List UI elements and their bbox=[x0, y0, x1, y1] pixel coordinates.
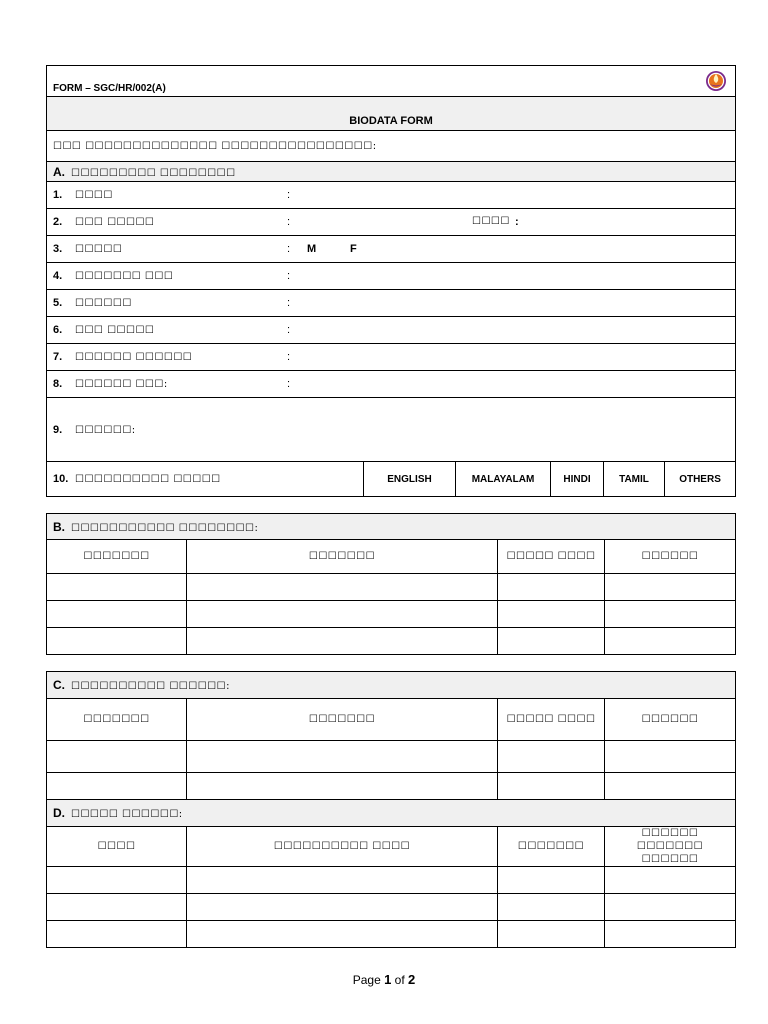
section-d-letter: D. bbox=[53, 806, 65, 820]
field-number: 7. bbox=[53, 351, 63, 363]
field-label: ☐☐☐☐☐☐ ☐☐☐: bbox=[75, 379, 168, 390]
field-number: 9. bbox=[53, 423, 63, 436]
field-colon: : bbox=[287, 324, 291, 336]
field-number: 4. bbox=[53, 270, 63, 282]
languages-label-cell bbox=[47, 462, 364, 497]
biodata-main-table bbox=[46, 65, 736, 497]
field-colon: : bbox=[287, 297, 291, 309]
field-number: 2. bbox=[53, 216, 63, 228]
organization-logo-icon bbox=[705, 70, 727, 92]
section-b-table bbox=[46, 513, 736, 655]
form-code: FORM – SGC/HR/002(A) bbox=[53, 83, 166, 94]
table-cell[interactable] bbox=[498, 921, 605, 948]
page-word: Page bbox=[352, 973, 381, 987]
field-number: 5. bbox=[53, 297, 63, 309]
column-header: ☐☐☐☐☐ ☐☐☐☐ bbox=[498, 699, 605, 741]
form-title: BIODATA FORM bbox=[47, 97, 736, 131]
table-cell[interactable] bbox=[605, 773, 736, 800]
table-cell[interactable] bbox=[498, 574, 605, 601]
field-label: ☐☐☐☐☐☐: bbox=[75, 424, 136, 436]
table-cell[interactable] bbox=[47, 601, 187, 628]
field-number: 10. bbox=[53, 473, 69, 485]
field-extra-label: ☐☐☐☐ bbox=[472, 216, 510, 227]
table-cell[interactable] bbox=[47, 921, 187, 948]
field-number: 1. bbox=[53, 189, 63, 201]
field-colon: : bbox=[287, 216, 291, 228]
section-c-letter: C. bbox=[53, 678, 65, 692]
field-number: 3. bbox=[53, 243, 63, 255]
table-cell[interactable] bbox=[605, 628, 736, 655]
table-row bbox=[47, 601, 736, 628]
language-option-tamil[interactable]: TAMIL bbox=[604, 462, 665, 497]
table-cell[interactable] bbox=[605, 894, 736, 921]
column-header: ☐☐☐☐☐☐ bbox=[605, 540, 736, 574]
table-row bbox=[47, 867, 736, 894]
column-header: ☐☐☐☐ bbox=[47, 827, 187, 867]
section-b-header bbox=[47, 514, 736, 540]
field-extra-colon: : bbox=[515, 216, 519, 228]
field-label: ☐☐☐☐☐ bbox=[75, 244, 123, 255]
page-total: 2 bbox=[408, 972, 416, 987]
column-header: ☐☐☐☐☐☐ ☐☐☐☐☐☐☐ ☐☐☐☐☐☐ bbox=[605, 827, 736, 867]
section-c-title: ☐☐☐☐☐☐☐☐☐☐ ☐☐☐☐☐☐: bbox=[71, 681, 230, 692]
table-cell[interactable] bbox=[47, 867, 187, 894]
field-row-5[interactable] bbox=[47, 290, 736, 317]
table-cell[interactable] bbox=[498, 867, 605, 894]
field-label: ☐☐☐ ☐☐☐☐☐ bbox=[75, 325, 155, 336]
table-row bbox=[47, 741, 736, 773]
language-option-malayalam[interactable]: MALAYALAM bbox=[456, 462, 551, 497]
field-colon: : bbox=[287, 378, 291, 390]
field-row-1[interactable] bbox=[47, 182, 736, 209]
section-b-title: ☐☐☐☐☐☐☐☐☐☐☐ ☐☐☐☐☐☐☐☐: bbox=[71, 522, 259, 534]
column-header: ☐☐☐☐☐☐☐ bbox=[187, 699, 498, 741]
column-header: ☐☐☐☐☐☐☐ bbox=[187, 540, 498, 574]
table-cell[interactable] bbox=[498, 601, 605, 628]
language-option-english[interactable]: ENGLISH bbox=[364, 462, 456, 497]
table-row bbox=[47, 574, 736, 601]
field-colon: : bbox=[287, 243, 291, 255]
table-cell[interactable] bbox=[605, 921, 736, 948]
option-male[interactable]: M bbox=[307, 243, 317, 255]
table-cell[interactable] bbox=[498, 741, 605, 773]
field-row-7[interactable] bbox=[47, 344, 736, 371]
field-label: ☐☐☐☐☐☐ ☐☐☐☐☐☐ bbox=[75, 352, 193, 363]
form-code-cell bbox=[47, 66, 736, 97]
field-row-8[interactable] bbox=[47, 371, 736, 398]
table-cell[interactable] bbox=[187, 601, 498, 628]
table-cell[interactable] bbox=[47, 894, 187, 921]
table-cell[interactable] bbox=[498, 628, 605, 655]
field-colon: : bbox=[287, 189, 291, 201]
field-label: ☐☐☐☐ bbox=[75, 190, 113, 201]
section-b-letter: B. bbox=[53, 519, 65, 534]
field-row-4[interactable] bbox=[47, 263, 736, 290]
table-cell[interactable] bbox=[187, 921, 498, 948]
table-cell[interactable] bbox=[47, 773, 187, 800]
column-header: ☐☐☐☐☐☐☐ bbox=[47, 540, 187, 574]
column-header: ☐☐☐☐☐☐☐ bbox=[47, 699, 187, 741]
column-header: ☐☐☐☐☐☐☐ bbox=[498, 827, 605, 867]
section-a-title: ☐☐☐☐☐☐☐☐☐ ☐☐☐☐☐☐☐☐ bbox=[71, 167, 236, 179]
field-number: 8. bbox=[53, 378, 63, 390]
page-current: 1 bbox=[384, 972, 392, 987]
table-cell[interactable] bbox=[187, 894, 498, 921]
table-row bbox=[47, 628, 736, 655]
section-c-d-table bbox=[46, 671, 736, 948]
field-row-6[interactable] bbox=[47, 317, 736, 344]
field-row-9[interactable] bbox=[47, 398, 736, 462]
table-cell[interactable] bbox=[187, 741, 498, 773]
section-a-header bbox=[47, 162, 736, 182]
table-cell[interactable] bbox=[187, 628, 498, 655]
table-cell[interactable] bbox=[187, 867, 498, 894]
table-cell[interactable] bbox=[605, 574, 736, 601]
form-instruction: ☐☐☐ ☐☐☐☐☐☐☐☐☐☐☐☐☐☐ ☐☐☐☐☐☐☐☐☐☐☐☐☐☐☐☐: bbox=[47, 131, 736, 162]
field-colon: : bbox=[287, 351, 291, 363]
column-header: ☐☐☐☐☐☐☐☐☐☐ ☐☐☐☐ bbox=[187, 827, 498, 867]
of-word: of bbox=[394, 973, 405, 987]
field-number: 6. bbox=[53, 324, 63, 336]
table-cell[interactable] bbox=[47, 741, 187, 773]
section-c-header bbox=[47, 672, 736, 699]
table-row bbox=[47, 773, 736, 800]
option-female[interactable]: F bbox=[350, 243, 357, 255]
table-cell[interactable] bbox=[47, 574, 187, 601]
section-a-letter: A. bbox=[53, 164, 65, 179]
field-row-2[interactable] bbox=[47, 209, 736, 236]
language-option-others[interactable]: OTHERS bbox=[665, 462, 736, 497]
language-option-hindi[interactable]: HINDI bbox=[551, 462, 604, 497]
column-header: ☐☐☐☐☐ ☐☐☐☐ bbox=[498, 540, 605, 574]
table-cell[interactable] bbox=[605, 601, 736, 628]
table-cell[interactable] bbox=[187, 773, 498, 800]
field-label: ☐☐☐ ☐☐☐☐☐ bbox=[75, 217, 155, 228]
table-cell[interactable] bbox=[605, 867, 736, 894]
section-d-header bbox=[47, 800, 736, 827]
field-label: ☐☐☐☐☐☐☐ ☐☐☐ bbox=[75, 271, 174, 282]
section-d-title: ☐☐☐☐☐ ☐☐☐☐☐☐: bbox=[71, 809, 183, 820]
table-cell[interactable] bbox=[47, 628, 187, 655]
field-colon: : bbox=[287, 270, 291, 282]
field-label: ☐☐☐☐☐☐ bbox=[75, 298, 132, 309]
page-footer bbox=[0, 972, 768, 987]
table-cell[interactable] bbox=[498, 894, 605, 921]
table-row bbox=[47, 921, 736, 948]
table-cell[interactable] bbox=[605, 741, 736, 773]
column-header: ☐☐☐☐☐☐ bbox=[605, 699, 736, 741]
field-row-3[interactable] bbox=[47, 236, 736, 263]
table-row bbox=[47, 894, 736, 921]
table-cell[interactable] bbox=[498, 773, 605, 800]
table-cell[interactable] bbox=[187, 574, 498, 601]
languages-label: ☐☐☐☐☐☐☐☐☐☐ ☐☐☐☐☐ bbox=[75, 474, 221, 485]
